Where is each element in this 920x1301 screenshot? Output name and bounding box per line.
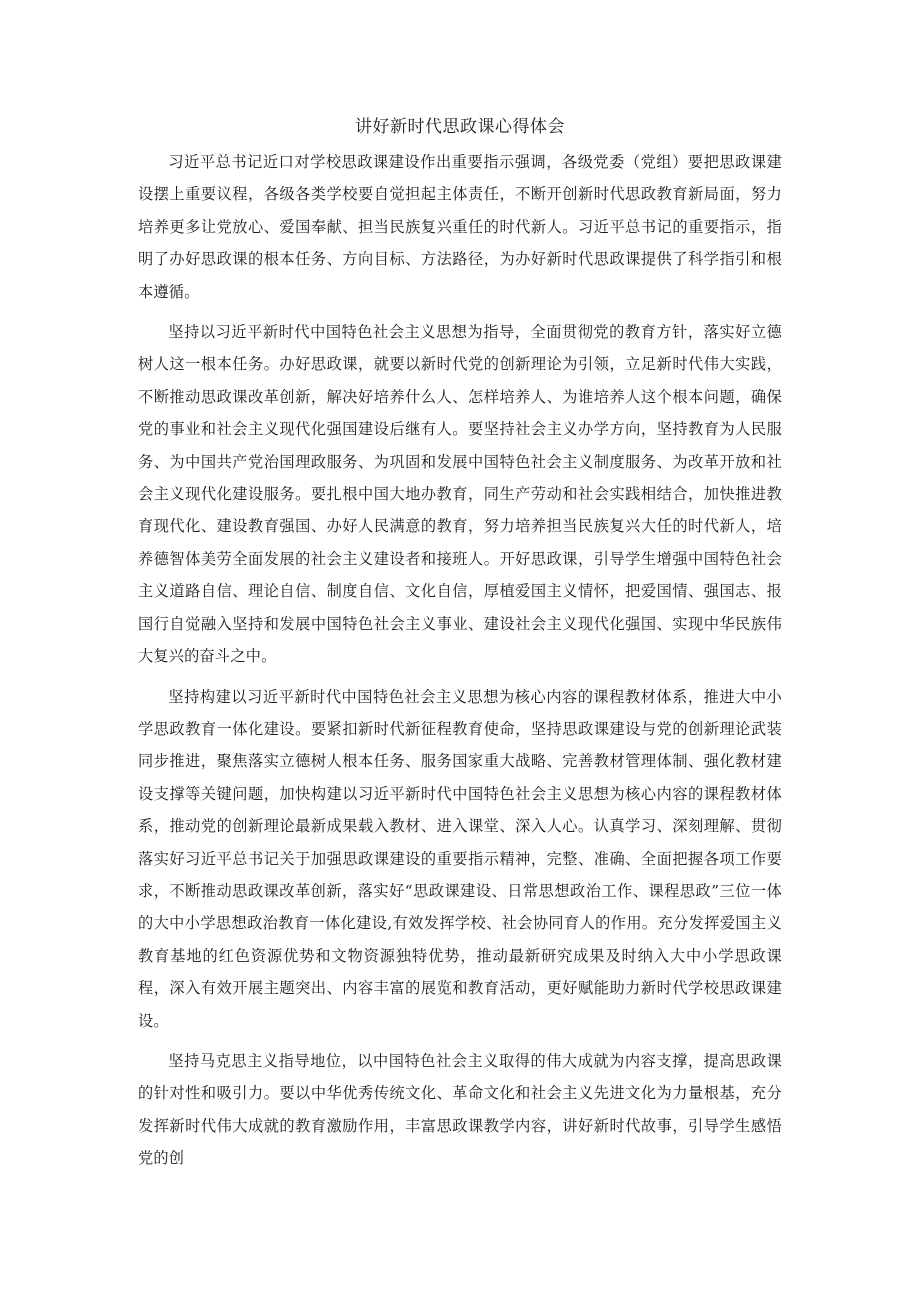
document-body xyxy=(138,112,782,1183)
paragraph-1: 习近平总书记近口对学校思政课建设作出重要指示强调，各级党委（党组）要把思政课建设摆上重要议程，各级各类学校要自觉担起主体责任，不断开创新时代思政教育新局面，努力培养更多让党放心、爱国奉献、担当民族复兴重任的时代新人。习近平总书记的重要指示，指明了办好思政课的根本任务、方向目标、方法路径，为办好新时代思政课提供了科学指引和根本遵循。 xyxy=(138,153,782,301)
paragraph-2: 坚持以习近平新时代中国特色社会主义思想为指导，全面贯彻党的教育方针，落实好立德树人这一根本任务。办好思政课，就要以新时代党的创新理论为引领，立足新时代伟大实践，不断推动思政课改革创新，解决好培养什么人、怎样培养人、为谁培养人这个根本问题，确保党的事业和社会主义现代化强国建设后继有人。要坚持社会主义办学方向，坚持教育为人民服务、为中国共产党治国理政服务、为巩固和发展中国特色社会主义制度服务、为改革开放和社会主义现代化建设服务。要扎根中国大地办教育，同生产劳动和社会实践相结合，加快推进教育现代化、建设教育强国、办好人民满意的教育，努力培养担当民族复兴大任的时代新人，培养德智体美劳全面发展的社会主义建设者和接班人。开好思政课，引导学生增强中国特色社会主义道路自信、理论自信、制度自信、文化自信，厚植爱国主义情怀，把爱国情、强国志、报国行自觉融入坚持和发展中国特色社会主义事业、建设社会主义现代化强国、实现中华民族伟大复兴的奋斗之中。 xyxy=(138,323,782,666)
document-title: 讲好新时代思政课心得体会 xyxy=(355,117,565,137)
paragraph-3: 坚持构建以习近平新时代中国特色社会主义思想为核心内容的课程教材体系，推进大中小学思政教育一体化建设。要紧扣新时代新征程教育使命，坚持思政课建设与党的创新理论武装同步推进，聚焦落实立德树人根本任务、服务国家重大战略、完善教材管理体制、强化教材建设支撑等关键问题，加快构建以习近平新时代中国特色社会主义思想为核心内容的课程教材体系，推动党的创新理论最新成果载入教材、进入课堂、深入人心。认真学习、深刻理解、贯彻落实好习近平总书记关于加强思政课建设的重要指示精神，完整、准确、全面把握各项工作要求，不断推动思政课改革创新，落实好“思政课建设、日常思想政治工作、课程思政”三位一体的大中小学思想政治教育一体化建设,有效发挥学校、社会协同育人的作用。充分发挥爱国主义教育基地的红色资源优势和文物资源独特优势，推动最新研究成果及时纳入大中小学思政课程，深入有效开展主题突出、内容丰富的展览和教育活动，更好赋能助力新时代学校思政课建设。 xyxy=(138,687,782,1030)
paragraph-4: 坚持马克思主义指导地位，以中国特色社会主义取得的伟大成就为内容支撑，提高思政课的针对性和吸引力。要以中华优秀传统文化、革命文化和社会主义先进文化为力量根基，充分发挥新时代伟大成就的教育激励作用，丰富思政课教学内容，讲好新时代故事，引导学生感悟党的创 xyxy=(138,1051,782,1168)
